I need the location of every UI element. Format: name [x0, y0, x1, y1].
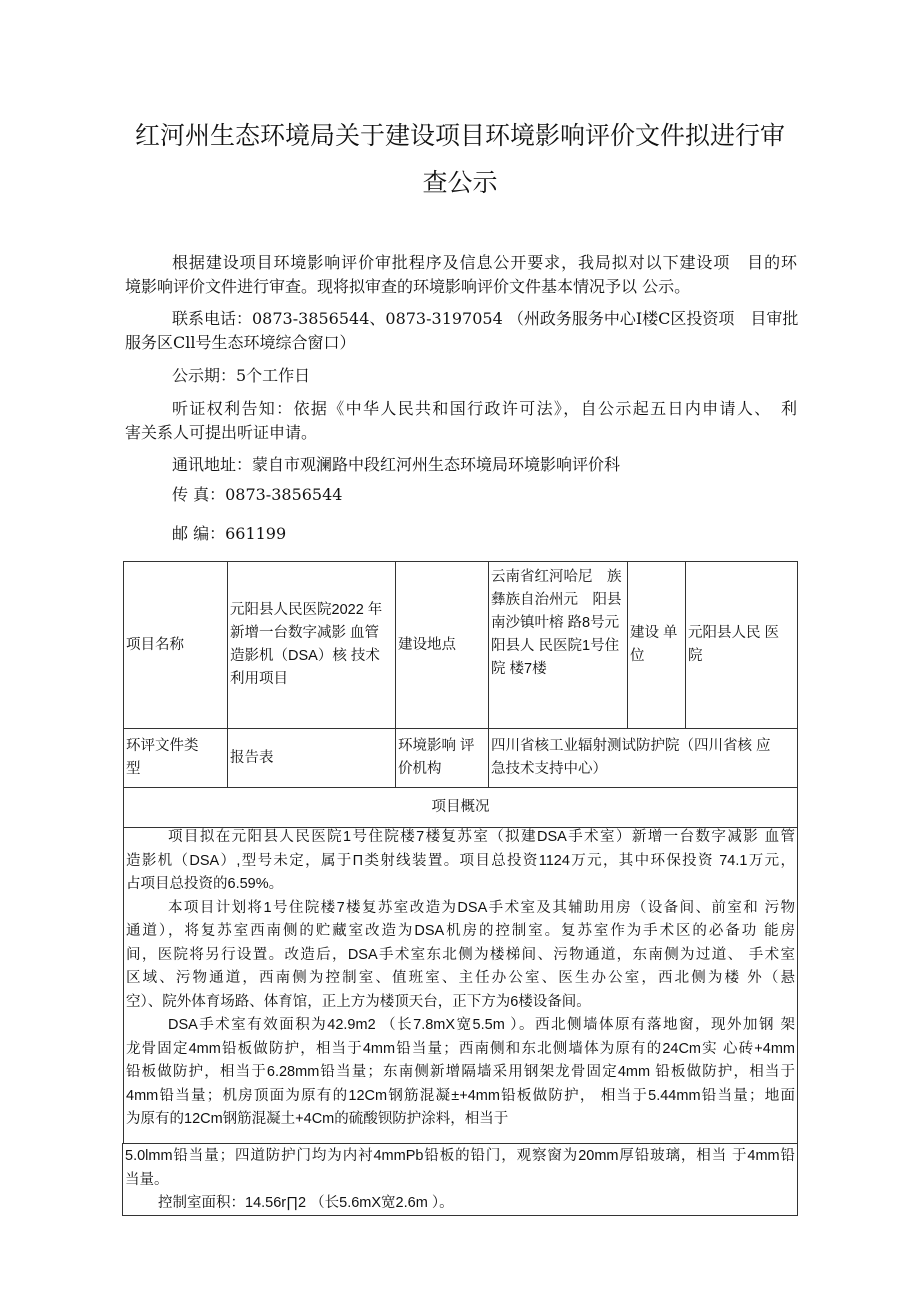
text-line: 服务区Cll号生态环境综合窗口）	[125, 333, 356, 352]
text-line: 控制室面积：14.56r∏2 （长5.6mX宽2.6m ）。	[158, 1195, 454, 1211]
text-line: DSA手术室有效面积为42.9m2 （长7.8mX宽5.5m ）。西北侧墙体原有落地窗，现外加钢 架	[168, 1017, 795, 1033]
title-line: 红河州生态环境局关于建设项目环境影响评价文件拟进行审	[134, 121, 785, 150]
text-line: 邮 编：661199	[172, 524, 287, 543]
text-line: 公示期：5个工作日	[172, 366, 311, 385]
cell-line: 阳县人 民医院1号住	[491, 638, 620, 654]
cell-line: 新增一台数字减影 血管	[230, 625, 380, 641]
project-info-table	[123, 561, 798, 1144]
intro-paragraph	[125, 483, 797, 507]
builder-value	[686, 562, 797, 728]
text-line: 通道），将复苏室西南侧的贮藏室改造为DSA机房的控制室。复苏室作为手术区的必备功 能房	[126, 923, 795, 939]
text-line: 项目拟在元阳县人民医院1号住院楼7楼复苏室（拟建DSA手术室）新增一台数字减影 血管	[168, 829, 795, 845]
text-line: 为原有的12Cm钢筋混凝土+4Cm的硫酸钡防护涂料，相当于	[126, 1111, 509, 1127]
text-line: 联系电话：0873-3856544、0873-3197054 （州政务服务中心I楼C区投资项 目审批	[172, 309, 799, 328]
cell-line: 项目名称	[126, 636, 184, 653]
intro-paragraph	[125, 307, 797, 355]
overview-continued-body	[125, 1145, 795, 1216]
cell-line: 环境影响 评	[398, 738, 475, 754]
intro-paragraph	[125, 364, 797, 388]
builder-label	[628, 562, 685, 728]
cell-line: 元阳县人民 医	[688, 625, 780, 641]
cell-line: 建设地点	[398, 636, 456, 653]
text-line: 传 真：0873-3856544	[172, 485, 343, 504]
text-line: 占项目总投资的6.59%。	[126, 876, 284, 892]
intro-paragraph	[125, 251, 797, 299]
overview-continued-box	[122, 1143, 798, 1216]
intro-paragraph	[125, 397, 797, 445]
cell-line: 型	[126, 761, 141, 777]
text-line: 空）、院外体育场路、体育馆，正上方为楼顶天台，正下方为6楼设备间。	[126, 993, 591, 1010]
cell-line: 彝族自治州元 阳县	[491, 592, 622, 608]
doc-type-value	[228, 729, 395, 787]
cell-line: 元阳县人民医院2022 年	[230, 602, 383, 618]
cell-line: 云南省红河哈尼 族	[491, 569, 622, 585]
text-line: 害关系人可提出听证申请。	[125, 423, 318, 442]
text-line: 当量。	[125, 1171, 169, 1188]
cell-line: 造影机（DSA）核 技术	[230, 648, 380, 664]
cell-line: 南沙镇叶榕 路8号元	[491, 615, 620, 631]
cell-line: 环评文件类	[126, 738, 199, 754]
cell-line: 位	[630, 648, 645, 664]
text-line: 本项目计划将1号住院楼7楼复苏室改造为DSA手术室及其辅助用房（设备间、前室和 污物	[168, 899, 795, 916]
overview-header: 项目概况	[431, 799, 490, 815]
project-name-label	[124, 562, 227, 728]
agency-value	[489, 729, 797, 787]
cell-line: 急技术支持中心）	[491, 761, 607, 777]
overview-body	[126, 826, 795, 1132]
cell-line: 价机构	[398, 761, 442, 777]
cell-line: 四川省核工业辐射测试防护院（四川省核 应	[491, 738, 771, 754]
text-line: 区域、污物通道，西南侧为控制室、值班室、主任办公室、医生办公室，西北侧为楼 外（悬	[126, 970, 795, 986]
text-line: 根据建设项目环境影响评价审批程序及信息公开要求，我局拟对以下建设项 目的环	[172, 253, 797, 272]
text-line: 5.0lmm铅当量；四道防护门均为内衬4mmPb铅板的铅门，观察窗为20mm厚铅玻璃，相当 于4mm铅	[125, 1148, 795, 1164]
text-line: 通讯地址：蒙自市观澜路中段红河州生态环境局环境影响评价科	[172, 455, 621, 474]
cell-line: 院 楼7楼	[491, 661, 547, 677]
project-name-value	[228, 562, 395, 728]
intro-paragraph	[125, 522, 797, 546]
text-line: 4mm铅当量；机房顶面为原有的12Cm钢筋混凝±+4mm铅板做防护， 相当于5.44mm铅当量；地面	[126, 1087, 795, 1104]
title-line: 查公示	[422, 168, 498, 197]
doc-type-label	[124, 729, 227, 787]
text-line: 听证权利告知：依据《中华人民共和国行政许可法》，自公示起五日内申请人、 利	[172, 399, 797, 418]
text-line: 铅板做防护，相当于6.28mm铅当量；东南侧新增隔墙采用钢架龙骨固定4mm 铅板做防护，相当于	[126, 1064, 795, 1080]
text-line: 境影响评价文件进行审查。现将拟审查的环境影响评价文件基本情况予以 公示。	[125, 277, 691, 296]
text-line: 间，医院将另行设置。改造后，DSA手术室东北侧为楼梯间、污物通道，东南侧为过道、 手术室	[126, 946, 795, 963]
cell-line: 院	[688, 648, 703, 664]
text-line: 龙骨固定4mm铅板做防护，相当于4mm铅当量；西南侧和东北侧墙体为原有的24Cm实 心砖+4mm	[126, 1040, 795, 1057]
text-line: 造影机（DSA）,型号未定，属于Π类射线装置。项目总投资1124万元，其中环保投资 74.1万元，	[126, 852, 795, 869]
location-value	[489, 562, 627, 728]
agency-label	[396, 729, 488, 787]
cell-line: 报告表	[230, 749, 274, 766]
cell-line: 建设 单	[630, 625, 678, 641]
location-label	[396, 562, 488, 728]
intro-paragraph	[125, 453, 797, 477]
cell-line: 利用项目	[230, 671, 288, 687]
page-title	[100, 112, 820, 206]
